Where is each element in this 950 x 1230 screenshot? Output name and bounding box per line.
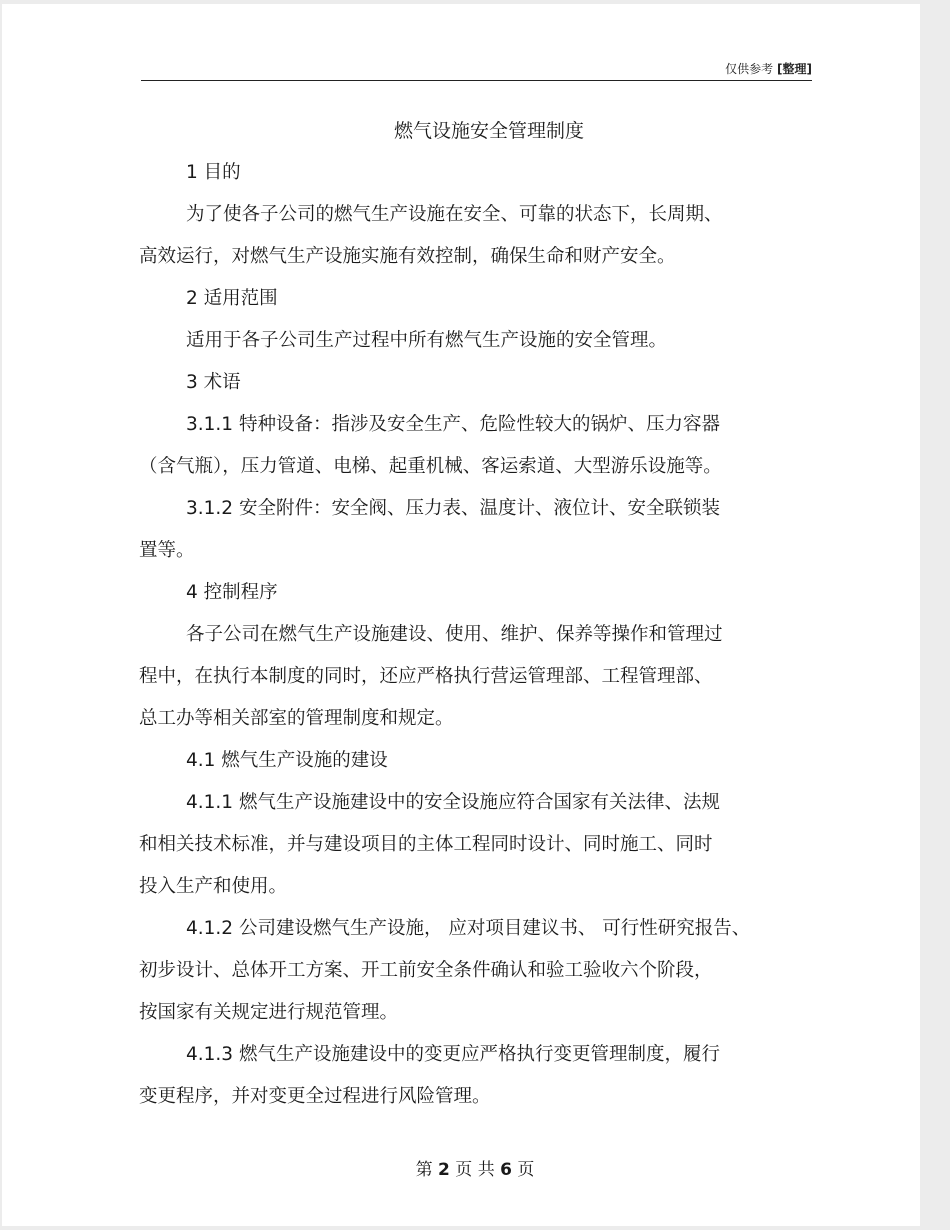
footer-total-pages: 6 bbox=[500, 1160, 512, 1180]
paragraph-line: 和相关技术标准，并与建设项目的主体工程同时设计、同时施工、同时 bbox=[139, 834, 713, 855]
paragraph-line: 投入生产和使用。 bbox=[139, 876, 288, 897]
paragraph-line: 初步设计、总体开工方案、开工前安全条件确认和验工验收六个阶段， bbox=[139, 960, 713, 981]
paragraph-line: 为了使各子公司的燃气生产设施在安全、可靠的状态下，长周期、 bbox=[186, 204, 723, 225]
paragraph-line: （含气瓶），压力管道、电梯、起重机械、客运索道、大型游乐设施等。 bbox=[139, 456, 722, 477]
section-heading-control: 4 控制程序 bbox=[186, 582, 278, 603]
footer-suffix: 页 bbox=[517, 1160, 535, 1180]
paragraph-line: 总工办等相关部室的管理制度和规定。 bbox=[139, 708, 454, 729]
paragraph-line: 程中，在执行本制度的同时，还应严格执行营运管理部、工程管理部、 bbox=[139, 666, 713, 687]
header-rule bbox=[141, 80, 812, 81]
paragraph-line: 3.1.1 特种设备：指涉及安全生产、危险性较大的锅炉、压力容器 bbox=[186, 414, 720, 435]
paragraph-line: 4.1.2 公司建设燃气生产设施， 应对项目建议书、 可行性研究报告、 bbox=[186, 918, 751, 939]
header-bracket: [整理] bbox=[777, 62, 812, 76]
paragraph-line: 按国家有关规定进行规范管理。 bbox=[139, 1002, 399, 1023]
paragraph-line: 高效运行，对燃气生产设施实施有效控制，确保生命和财产安全。 bbox=[139, 246, 676, 267]
paragraph-line: 3.1.2 安全附件：安全阀、压力表、温度计、液位计、安全联锁装 bbox=[186, 498, 720, 519]
paragraph-line: 置等。 bbox=[139, 540, 195, 561]
paragraph-line: 4.1.3 燃气生产设施建设中的变更应严格执行变更管理制度，履行 bbox=[186, 1044, 720, 1065]
header-text: 仅供参考 bbox=[725, 62, 774, 76]
footer-middle: 页 共 bbox=[455, 1160, 495, 1180]
page-header bbox=[141, 60, 812, 78]
subsection-heading: 4.1 燃气生产设施的建设 bbox=[186, 750, 388, 771]
paragraph-line: 4.1.1 燃气生产设施建设中的安全设施应符合国家有关法律、法规 bbox=[186, 792, 720, 813]
paragraph-line: 各子公司在燃气生产设施建设、使用、维护、保养等操作和管理过 bbox=[186, 624, 723, 645]
section-heading-terms: 3 术语 bbox=[186, 372, 241, 393]
paragraph-line: 变更程序，并对变更全过程进行风险管理。 bbox=[139, 1086, 491, 1107]
footer-page-number: 2 bbox=[438, 1160, 450, 1180]
paragraph-line: 适用于各子公司生产过程中所有燃气生产设施的安全管理。 bbox=[186, 330, 668, 351]
document-title: 燃气设施安全管理制度 bbox=[393, 120, 584, 142]
page-footer bbox=[0, 1155, 950, 1180]
section-heading-purpose: 1 目的 bbox=[186, 162, 241, 183]
section-heading-scope: 2 适用范围 bbox=[186, 288, 278, 309]
footer-prefix: 第 bbox=[415, 1160, 433, 1180]
